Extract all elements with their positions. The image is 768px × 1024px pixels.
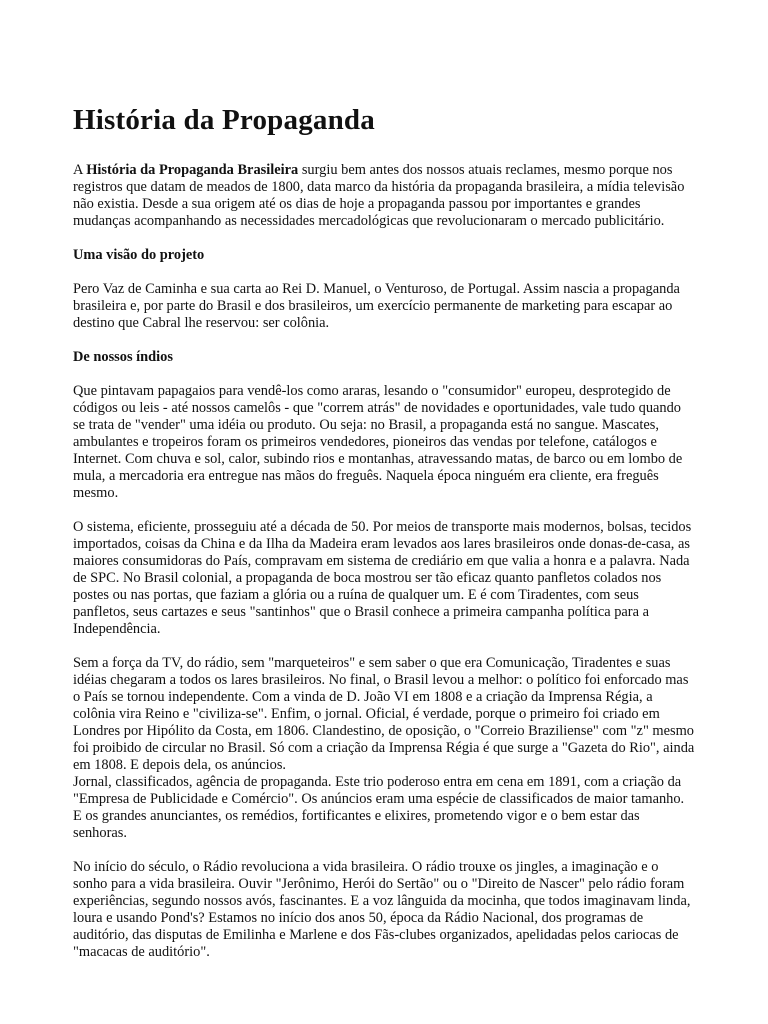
intro-paragraph [73, 162, 696, 230]
intro-prefix: A [73, 162, 87, 178]
paragraph-tiradentes [73, 655, 696, 842]
paragraph-sistema: O sistema, eficiente, prosseguiu até a década de 50. Por meios de transporte mais modernos, bolsas, tecidos importados, coisas da China e da Ilha da Madeira eram levados aos lares brasileiros onde donas-de-casa, as maiores consumidoras do País, compravam em sistema de crediário em que valia a honra e a palavra. Nada de SPC. No Brasil colonial, a propaganda de boca mostrou ser tão eficaz quanto panfletos colados nos postes ou nas portas, que faziam a glória ou a ruína de qualquer um. E é com Tiradentes, com seus panfletos, seus cartazes e seus "santinhos" que o Brasil conhece a primeira campanha política para a Independência. [73, 519, 692, 637]
paragraph-papagaios: Que pintavam papagaios para vendê-los como araras, lesando o "consumidor" europeu, desprotegido de códigos ou leis - até nossos camelôs - que "correm atrás" de novidades e oportunidades, vale tudo quando se trata de "vender" uma idéia ou produto. Ou seja: no Brasil, a propaganda está no sangue. Mascates, ambulantes e tropeiros foram os primeiros vendedores, pioneiros das vendas por telefone, catálogos e Internet. Com chuva e sol, calor, subindo rios e montanhas, atravessando matas, de barco ou em lombo de mula, a mercadoria era entregue nas mãos do freguês. Naquela época ninguém era cliente, era freguês mesmo. [73, 383, 683, 501]
paragraph-radio: No início do século, o Rádio revoluciona a vida brasileira. O rádio trouxe os jingles, a imaginação e o sonho para a vida brasileira. Ouvir "Jerônimo, Herói do Sertão" ou o "Direito de Nascer" pelo rádio foram experiências, segundo nossos avós, fascinantes. E a voz lânguida da mocinha, que todos imaginavam linda, loura e usando Pond's? Estamos no início dos anos 50, época da Rádio Nacional, dos programas de auditório, das disputas de Emilinha e Marlene e dos Fãs-clubes organizados, apelidadas pelos cariocas de "macacas de auditório". [73, 859, 691, 960]
intro-bold-term: História da Propaganda Brasileira [86, 162, 299, 178]
section-heading-visao: Uma visão do projeto [73, 247, 205, 263]
paragraph-tiradentes-continuation: Jornal, classificados, agência de propaganda. Este trio poderoso entra em cena em 1891, com a criação da "Empresa de Publicidade e Comércio". Os anúncios eram uma espécie de classificados de maior tamanho. E os grandes anunciantes, os remédios, fortificantes e elixires, prometendo vigor e o bem estar das senhoras. [73, 774, 685, 841]
paragraph-caminha: Pero Vaz de Caminha e sua carta ao Rei D. Manuel, o Venturoso, de Portugal. Assim nascia a propaganda brasileira e, por parte do Brasil e dos brasileiros, um exercício permanente de marketing para escapar ao destino que Cabral lhe reservou: ser colônia. [73, 281, 680, 331]
section-heading-indios: De nossos índios [73, 349, 173, 365]
page-title: História da Propaganda [73, 104, 375, 136]
intro-text: surgiu bem antes dos nossos atuais reclames, mesmo porque nos registros que datam de meados de 1800, data marco da história da propaganda brasileira, a mídia televisão não existia. Desde a sua origem até os dias de hoje a propaganda passou por importantes e grandes mudanças acompanhando as necessidades mercadológicas que revolucionaram o mercado publicitário. [73, 162, 685, 229]
paragraph-tiradentes-main: Sem a força da TV, do rádio, sem "marqueteiros" e sem saber o que era Comunicação, Tiradentes e suas idéias chegaram a todos os lares brasileiros. No final, o Brasil levou a melhor: o político foi enforcado mas o País se tornou independente. Com a vinda de D. João VI em 1808 e a criação da Imprensa Régia, a colônia vira Reino e "civiliza-se". Enfim, o jornal. Oficial, é verdade, porque o primeiro foi criado em Londres por Hipólito da Costa, em 1806. Clandestino, de oposição, o "Correio Braziliense" com "z" mesmo foi proibido de circular no Brasil. Só com a criação da Imprensa Régia é que surge a "Gazeta do Rio", ainda em 1808. E depois dela, os anúncios. [73, 655, 695, 773]
